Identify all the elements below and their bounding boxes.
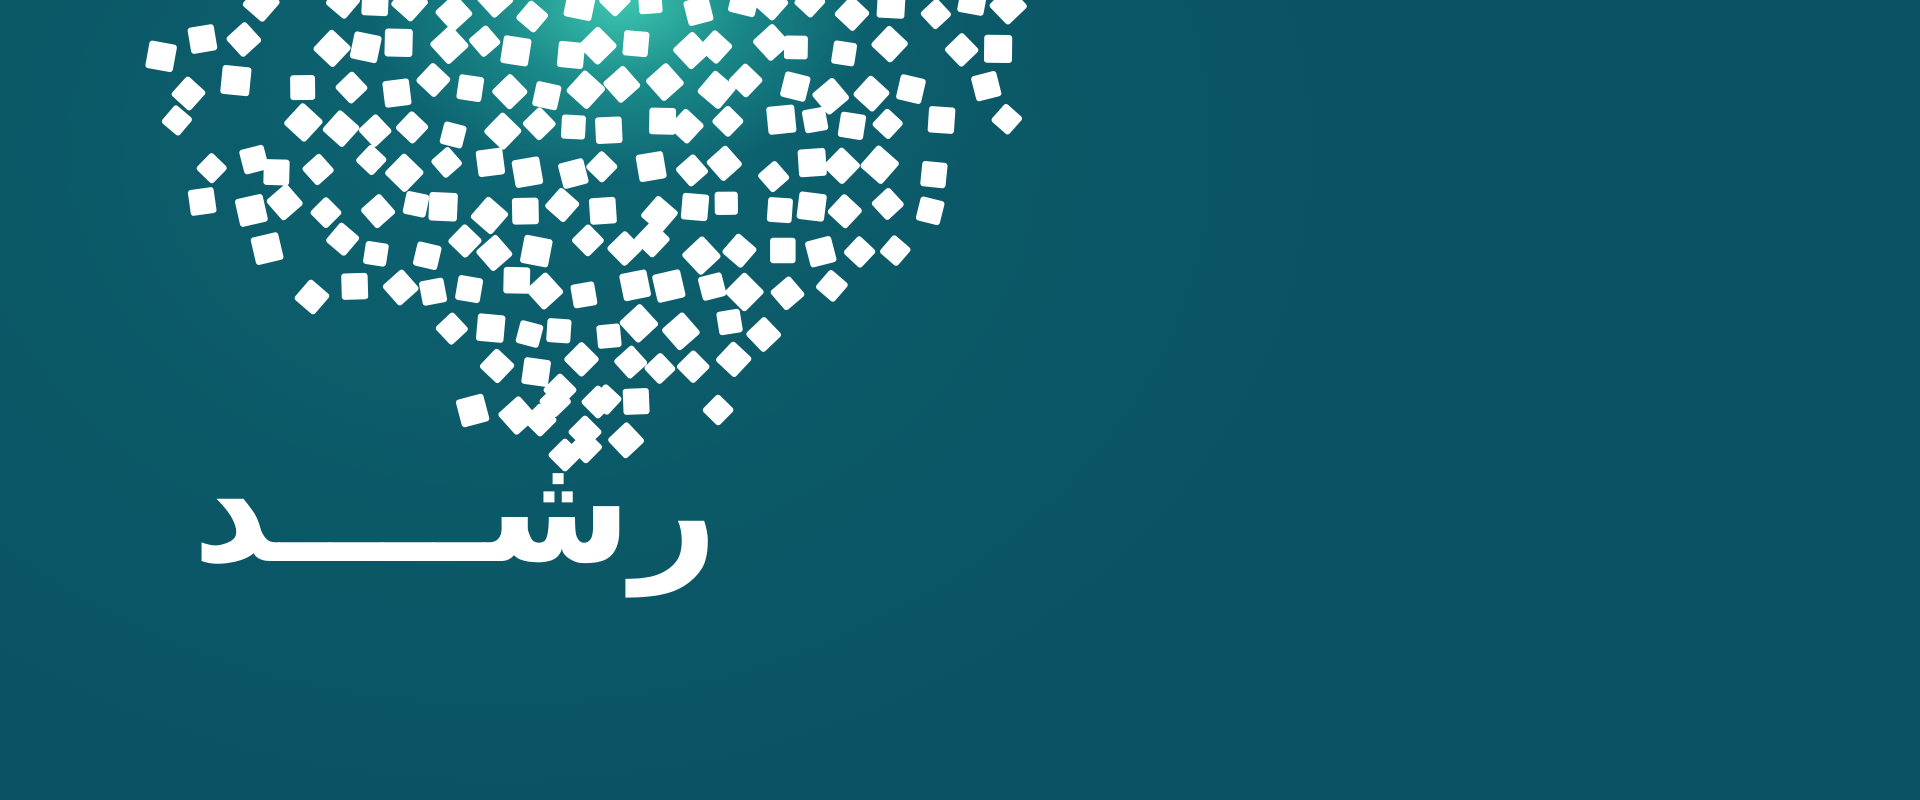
particle-square-94 <box>822 146 861 185</box>
particle-square-118 <box>363 241 389 267</box>
particle-square-115 <box>915 196 945 226</box>
particle-square-38 <box>944 32 980 68</box>
particle-square-73 <box>801 107 828 134</box>
particle-square-96 <box>920 161 948 189</box>
particle-square-135 <box>419 277 448 306</box>
particle-square-77 <box>990 103 1023 136</box>
particle-square-142 <box>697 272 727 302</box>
particle-square-107 <box>589 197 617 225</box>
particle-square-126 <box>681 235 722 276</box>
particle-square-60 <box>283 102 324 143</box>
particle-square-66 <box>522 106 557 141</box>
particle-square-41 <box>220 65 252 97</box>
particle-square-37 <box>870 25 909 64</box>
particle-square-19 <box>988 0 1028 26</box>
particle-square-141 <box>652 269 686 303</box>
particle-square-159 <box>643 352 676 385</box>
particle-square-68 <box>595 116 623 144</box>
particle-square-132 <box>293 278 330 315</box>
particle-square-63 <box>395 110 430 145</box>
particle-square-128 <box>770 238 796 263</box>
particle-square-129 <box>804 235 837 268</box>
particle-square-78 <box>195 152 228 185</box>
particle-square-123 <box>571 223 605 257</box>
particle-square-8 <box>563 0 597 21</box>
particle-square-160 <box>676 349 711 384</box>
particle-square-33 <box>698 29 734 65</box>
particle-square-35 <box>784 35 808 59</box>
particle-square-31 <box>622 30 649 57</box>
particle-square-89 <box>635 151 667 183</box>
particle-square-86 <box>511 156 543 188</box>
particle-square-110 <box>715 192 738 215</box>
particle-square-93 <box>797 148 827 178</box>
particle-square-116 <box>250 232 284 266</box>
particle-square-136 <box>455 275 484 304</box>
particle-square-83 <box>384 152 425 193</box>
particle-square-161 <box>715 340 753 378</box>
particle-square-16 <box>876 0 905 19</box>
particle-square-114 <box>871 187 905 221</box>
particle-square-11 <box>683 0 714 27</box>
particle-square-43 <box>334 70 368 104</box>
particle-square-22 <box>225 21 262 58</box>
particle-square-26 <box>429 25 470 66</box>
particle-square-143 <box>724 272 765 313</box>
particle-square-131 <box>879 234 912 267</box>
particle-square-106 <box>544 187 580 223</box>
particle-square-5 <box>434 0 473 32</box>
particle-square-109 <box>681 193 710 222</box>
particle-square-64 <box>439 121 467 149</box>
particle-square-7 <box>515 0 549 34</box>
particle-square-36 <box>831 40 858 67</box>
particle-square-52 <box>696 70 736 110</box>
particle-square-144 <box>769 275 805 311</box>
particle-square-102 <box>402 190 430 218</box>
particle-square-150 <box>596 323 622 349</box>
particle-square-14 <box>793 0 826 19</box>
particle-square-27 <box>468 24 502 58</box>
particle-square-25 <box>384 28 413 57</box>
particle-square-13 <box>753 0 789 22</box>
particle-square-95 <box>859 144 900 185</box>
particle-square-91 <box>706 145 744 183</box>
particle-square-61 <box>322 109 361 148</box>
particle-square-6 <box>476 0 514 19</box>
particle-square-53 <box>728 62 764 98</box>
particle-square-48 <box>532 81 562 111</box>
particle-square-72 <box>766 104 797 135</box>
particle-square-58 <box>971 70 1003 102</box>
particle-square-119 <box>412 241 442 271</box>
particle-square-17 <box>920 0 953 30</box>
particle-square-154 <box>745 316 782 353</box>
particle-square-39 <box>984 35 1012 63</box>
particle-square-104 <box>470 196 510 236</box>
particle-square-3 <box>361 0 389 16</box>
particle-square-9 <box>598 0 632 17</box>
particle-square-130 <box>843 235 877 269</box>
particle-square-54 <box>780 71 812 103</box>
particle-square-133 <box>341 273 368 300</box>
brand-wordmark: رشــــد <box>192 423 718 597</box>
particle-square-28 <box>500 35 532 67</box>
particle-square-45 <box>415 62 451 98</box>
particle-square-49 <box>565 69 606 110</box>
particle-square-75 <box>871 108 904 141</box>
particle-square-149 <box>546 318 572 344</box>
particle-square-158 <box>613 344 648 379</box>
particle-square-156 <box>521 357 551 387</box>
particle-square-99 <box>266 183 304 221</box>
particle-square-127 <box>721 232 757 268</box>
particle-square-122 <box>520 234 553 267</box>
particle-square-152 <box>661 311 701 351</box>
particle-square-24 <box>349 31 382 64</box>
particle-square-101 <box>360 193 396 229</box>
particle-square-42 <box>290 75 315 100</box>
particle-square-87 <box>557 158 589 190</box>
particle-square-67 <box>561 114 586 139</box>
particle-square-18 <box>957 0 988 16</box>
particle-square-80 <box>263 159 289 185</box>
particle-square-88 <box>585 150 619 184</box>
particle-square-112 <box>796 191 827 222</box>
particle-square-145 <box>815 269 849 303</box>
particle-square-111 <box>767 197 793 223</box>
particle-square-146 <box>435 311 469 345</box>
particle-square-105 <box>512 198 539 225</box>
particle-square-71 <box>711 105 744 138</box>
particle-square-56 <box>852 74 890 112</box>
particle-square-138 <box>525 271 564 310</box>
particle-square-92 <box>757 160 790 193</box>
particle-square-148 <box>515 320 544 349</box>
particle-square-90 <box>675 153 709 187</box>
particle-square-82 <box>355 144 388 177</box>
particle-square-151 <box>618 303 659 344</box>
particle-square-155 <box>479 348 516 385</box>
particle-square-157 <box>563 341 600 378</box>
particle-square-51 <box>645 62 685 102</box>
particle-square-103 <box>428 192 458 222</box>
particle-square-10 <box>638 0 663 15</box>
particle-square-84 <box>430 146 463 179</box>
particle-square-2 <box>325 0 362 20</box>
particle-square-98 <box>234 193 268 227</box>
particle-square-21 <box>187 24 218 55</box>
particle-square-62 <box>358 113 393 148</box>
particle-square-47 <box>491 73 529 111</box>
particle-square-153 <box>716 308 743 335</box>
particle-square-147 <box>476 313 506 343</box>
particle-square-139 <box>570 281 598 309</box>
particle-square-137 <box>503 267 530 294</box>
particle-square-15 <box>834 0 871 32</box>
particle-square-100 <box>309 196 342 229</box>
particle-square-50 <box>602 65 641 104</box>
particle-square-44 <box>382 78 412 108</box>
particle-square-20 <box>145 40 177 72</box>
particle-square-74 <box>837 111 866 140</box>
particle-square-4 <box>390 0 429 23</box>
particle-square-76 <box>927 106 955 134</box>
particle-square-85 <box>475 147 505 177</box>
particle-square-46 <box>456 74 485 103</box>
particle-square-81 <box>301 153 335 187</box>
particle-square-117 <box>325 222 360 257</box>
particle-square-65 <box>483 111 522 150</box>
particle-square-23 <box>312 29 352 69</box>
particle-square-97 <box>187 187 216 216</box>
particle-square-134 <box>382 268 420 306</box>
particle-square-57 <box>896 74 927 105</box>
particle-square-140 <box>619 269 652 302</box>
particle-square-1 <box>242 0 281 23</box>
particle-square-113 <box>827 193 863 229</box>
